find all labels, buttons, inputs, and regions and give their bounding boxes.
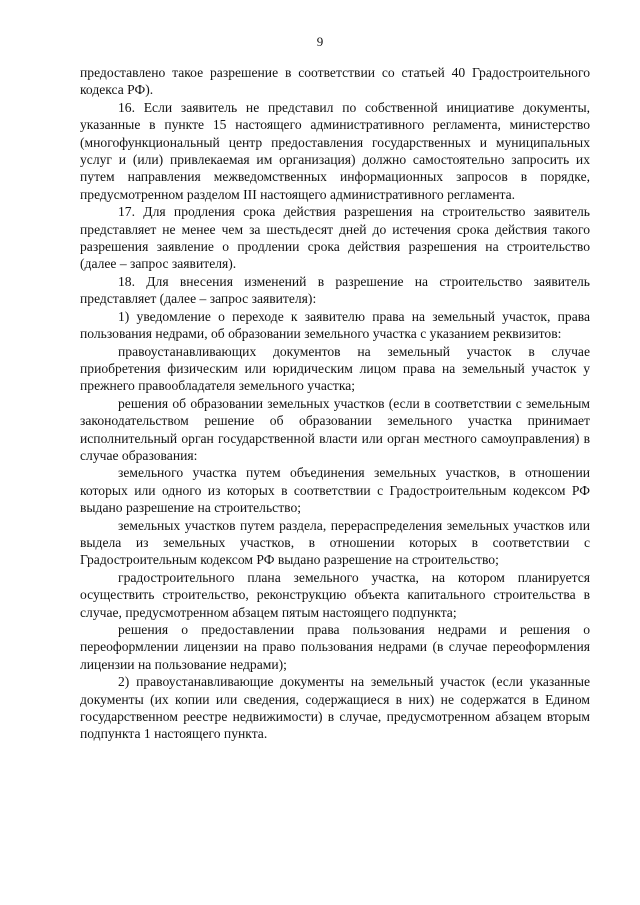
subparagraph-1-item-urban-plan: градостроительного плана земельного участка, на котором планируется осуществить строительство, реконструкцию объекта капитального строительства в случае, предусмотренном абзацем пятым настоящего подпункта; — [80, 569, 590, 620]
subparagraph-2: 2) правоустанавливающие документы на земельный участок (если указанные документы (их копии или сведения, содержащиеся в них) не содержатся в Едином государственном реестре недвижимости) в случае, предусмотренном абзацем вторым подпункта 1 настоящего пункта. — [80, 674, 590, 742]
subparagraph-1-item-subsoil: решения о предоставлении права пользования недрами и решения о переоформлении лицензии на право пользования недрами (в случае переоформления лицензии на пользование недрами); — [80, 622, 590, 672]
paragraph-continuation: предоставлено такое разрешение в соответствии со статьей 40 Градостроительного кодекса РФ). — [80, 65, 590, 98]
page-number: 9 — [316, 34, 324, 49]
subparagraph-1-item-title-documents: правоустанавливающих документов на земельный участок в случае приобретения физическим или юридическим лицом права на земельный участок у прежнего правообладателя земельного участка; — [80, 343, 590, 394]
subparagraph-1-item-merging: земельного участка путем объединения земельных участков, в отношении которых или одного из которых в соответствии с Градостроительным кодексом РФ выдано разрешение на строительство; — [80, 465, 590, 516]
subparagraph-1-item-land-formation-decision: решения об образовании земельных участков (если в соответствии с земельным законодательством решение об образовании земельного участка принимает исполнительный орган государственной власти или орган местного самоуправления) в случае образования: — [80, 395, 590, 463]
subparagraph-1: 1) уведомление о переходе к заявителю права на земельный участок, права пользования недрами, об образовании земельного участка с указанием реквизитов: — [80, 308, 590, 342]
paragraph-18: 18. Для внесения изменений в разрешение на строительство заявитель представляет (далее – запрос заявителя): — [80, 273, 590, 307]
paragraph-17: 17. Для продления срока действия разрешения на строительство заявитель представляет не менее чем за шестьдесят дней до истечения срока действия такого разрешения заявление о продлении срока действия разрешения на строительство (далее – запрос заявителя). — [80, 204, 590, 272]
paragraph-16: 16. Если заявитель не представил по собственной инициативе документы, указанные в пункте 15 настоящего административного регламента, министерство (многофункциональный центр предоставления государственных и муниципальных услуг и (или) привлекаемая им организация) должно самостоятельно запросить их путем направления межведомственных информационных запросов в порядке, предусмотренном разделом III настоящего административного регламента. — [80, 99, 590, 202]
subparagraph-1-item-division: земельных участков путем раздела, перераспределения земельных участков или выдела из земельных участков, в отношении которых в соответствии с Градостроительным кодексом РФ выдано разрешение на строительство; — [80, 517, 590, 568]
document-body — [80, 64, 590, 743]
